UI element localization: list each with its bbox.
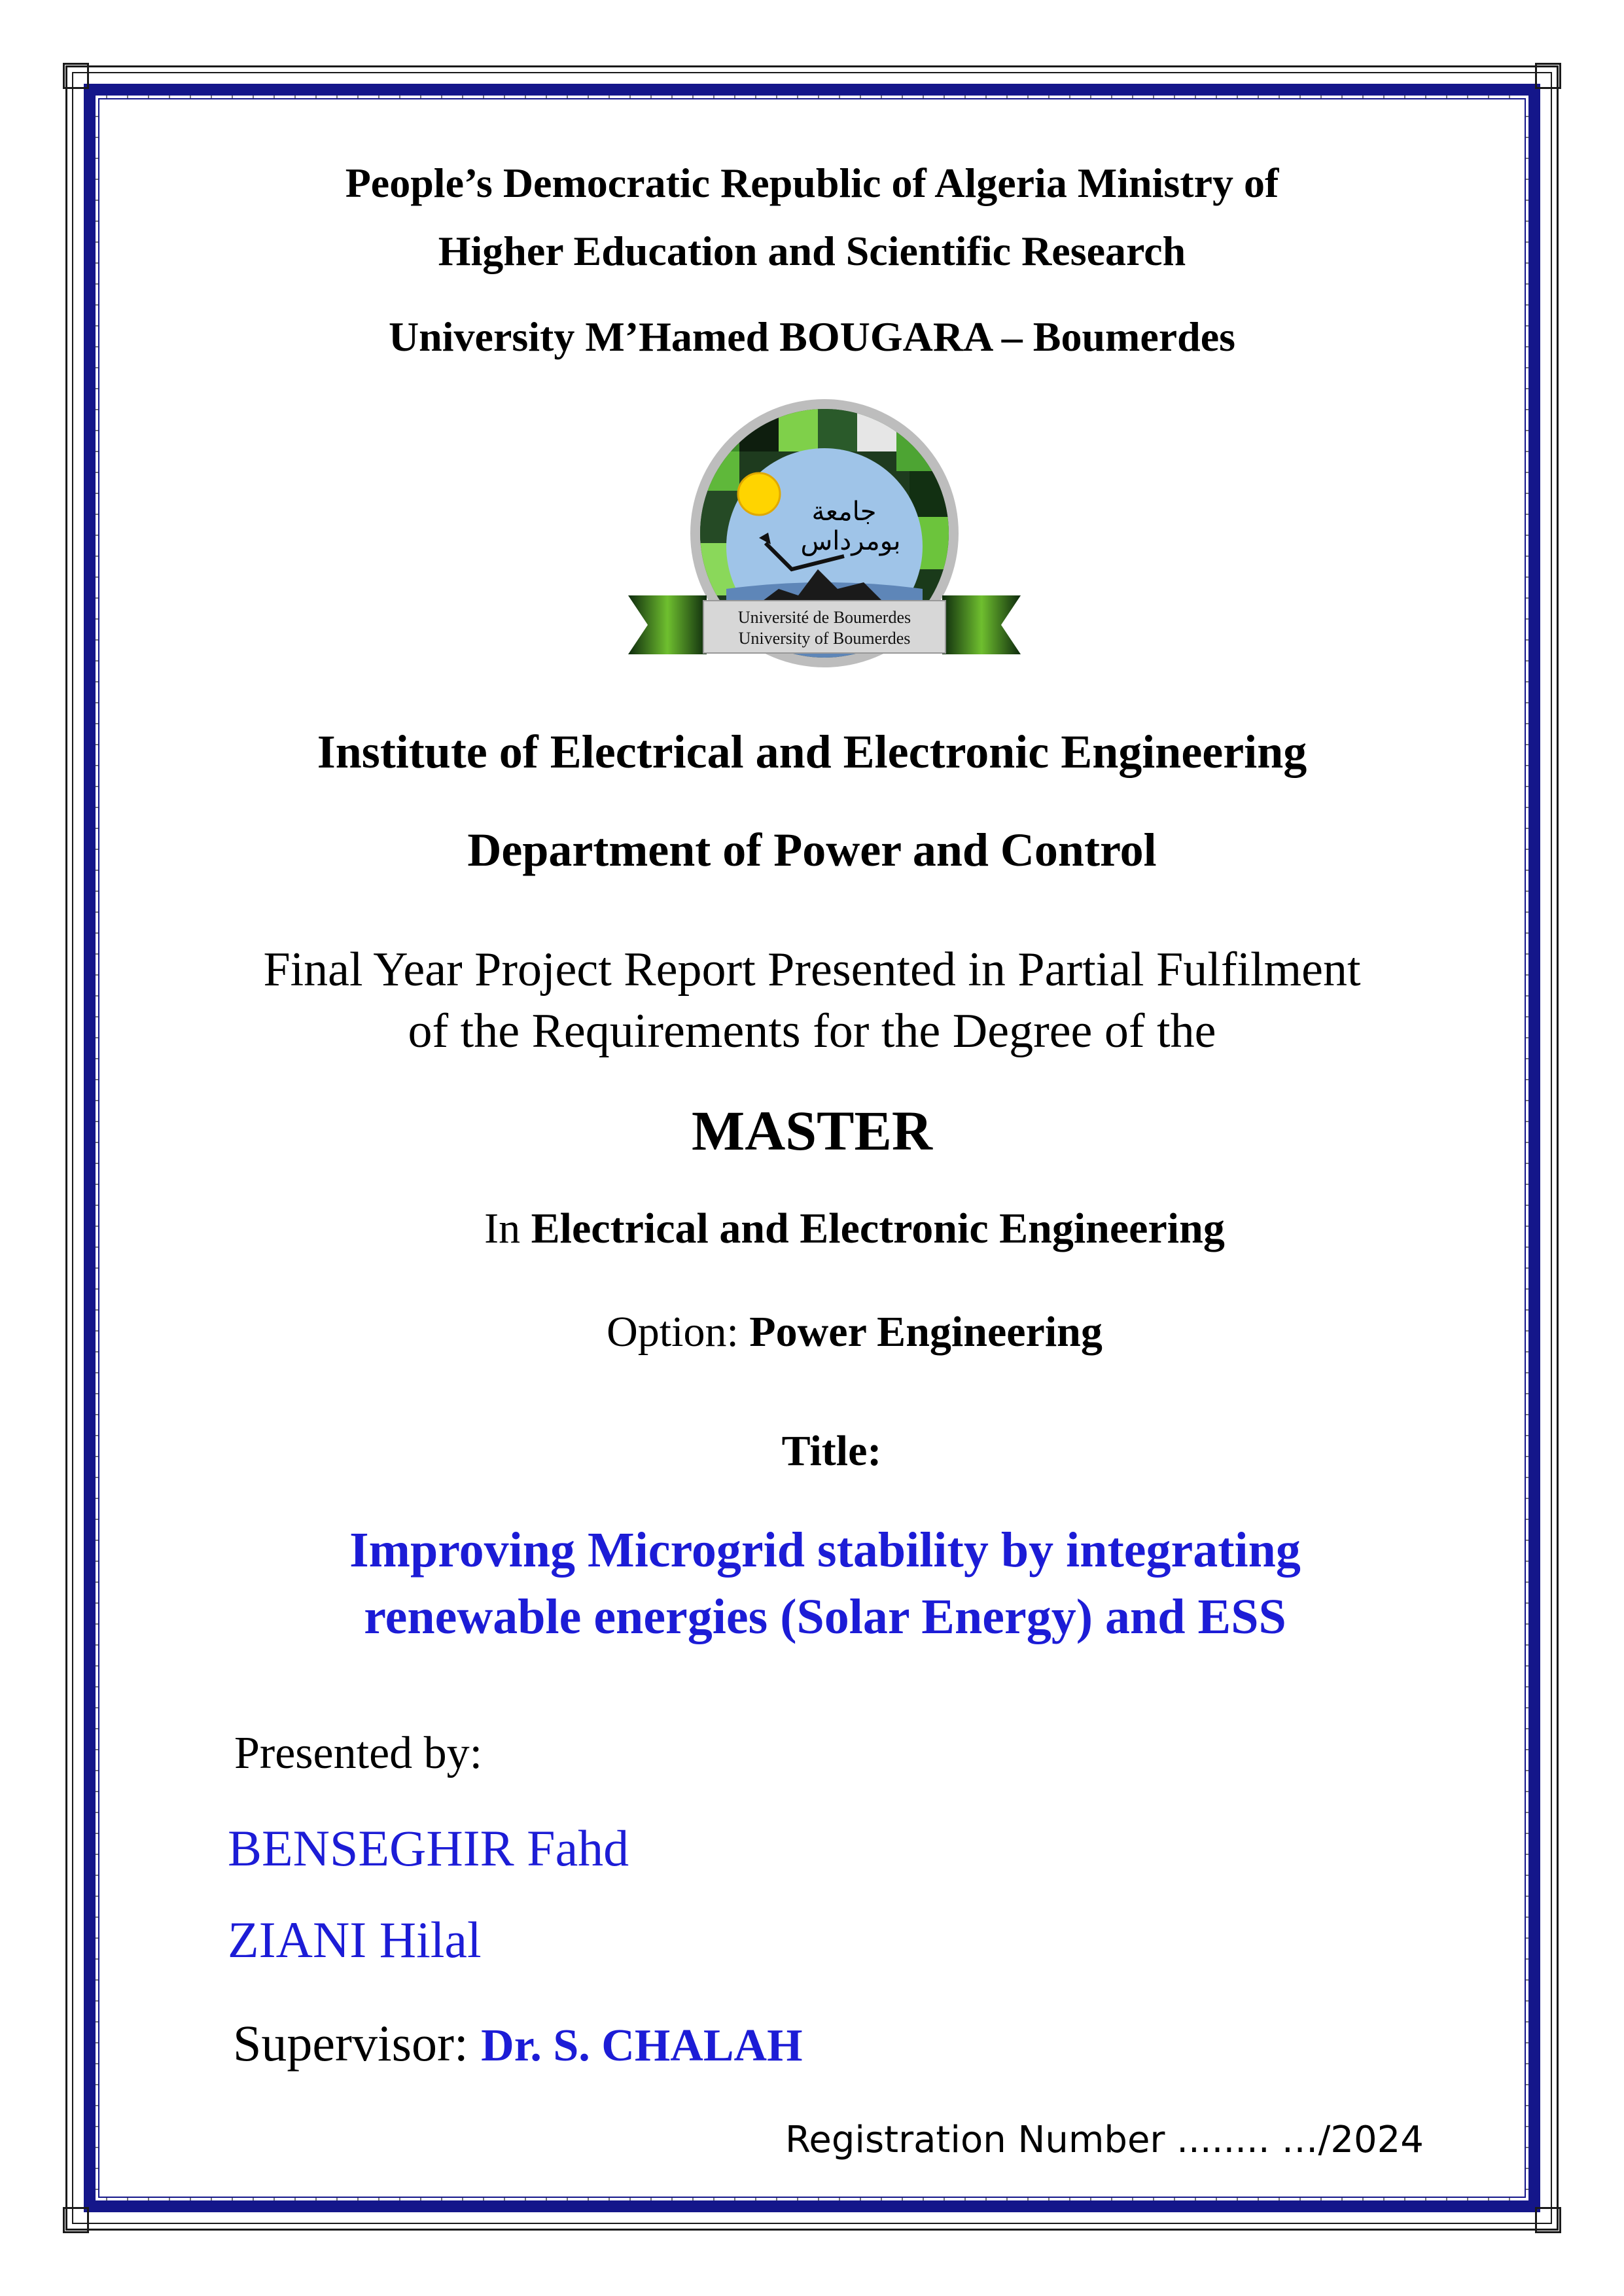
logo-arabic-line-1: جامعة	[811, 497, 877, 527]
logo-banner-line-2: University of Boumerdes	[738, 629, 911, 648]
thesis-title-line-2: renewable energies (Solar Energy) and ESS	[364, 1589, 1286, 1644]
border-corner-ornament	[1535, 2207, 1561, 2233]
option-line	[0, 1307, 1624, 1357]
supervisor-line	[233, 2014, 803, 2073]
institute-name: Institute of Electrical and Electronic Engineering	[317, 726, 1307, 778]
option-prefix: Option:	[607, 1308, 739, 1356]
report-statement	[0, 939, 1624, 1062]
supervisor-label: Supervisor:	[233, 2015, 468, 2072]
degree-title: MASTER	[692, 1099, 932, 1162]
registration-number: Registration Number ........ …/2024	[785, 2119, 1424, 2161]
ministry-heading	[0, 149, 1624, 285]
logo-ribbon-left	[628, 595, 707, 654]
university-name: University M’Hamed BOUGARA – Boumerdes	[388, 313, 1236, 360]
ministry-line-2: Higher Education and Scientific Research	[438, 228, 1186, 274]
border-corner-ornament	[63, 2207, 89, 2233]
field-prefix: In	[484, 1205, 521, 1252]
ministry-line-1: People’s Democratic Republic of Algeria Ministry of	[345, 160, 1279, 206]
report-line-2: of the Requirements for the Degree of the	[408, 1004, 1216, 1058]
thesis-title	[0, 1517, 1624, 1650]
logo-arabic-line-2: بومرداس	[800, 526, 901, 556]
author-name: BENSEGHIR Fahd	[228, 1820, 629, 1877]
author-name: ZIANI Hilal	[228, 1911, 482, 1968]
logo-banner-line-1: Université de Boumerdes	[737, 608, 911, 627]
option-value: Power Engineering	[749, 1308, 1103, 1356]
logo-ribbon-right	[942, 595, 1021, 654]
field-of-study	[0, 1204, 1624, 1254]
thesis-title-line-1: Improving Microgrid stability by integrating	[349, 1523, 1301, 1578]
title-label: Title:	[781, 1427, 882, 1475]
sun-icon	[738, 473, 780, 515]
presented-by-label: Presented by:	[234, 1728, 483, 1778]
border-corner-ornament	[1535, 63, 1561, 89]
supervisor-name: Dr. S. CHALAH	[481, 2021, 803, 2071]
university-logo	[628, 393, 1021, 687]
field-value: Electrical and Electronic Engineering	[531, 1205, 1225, 1252]
border-corner-ornament	[63, 63, 89, 89]
department-name: Department of Power and Control	[467, 824, 1157, 876]
report-line-1: Final Year Project Report Presented in Partial Fulfilment	[263, 943, 1361, 997]
